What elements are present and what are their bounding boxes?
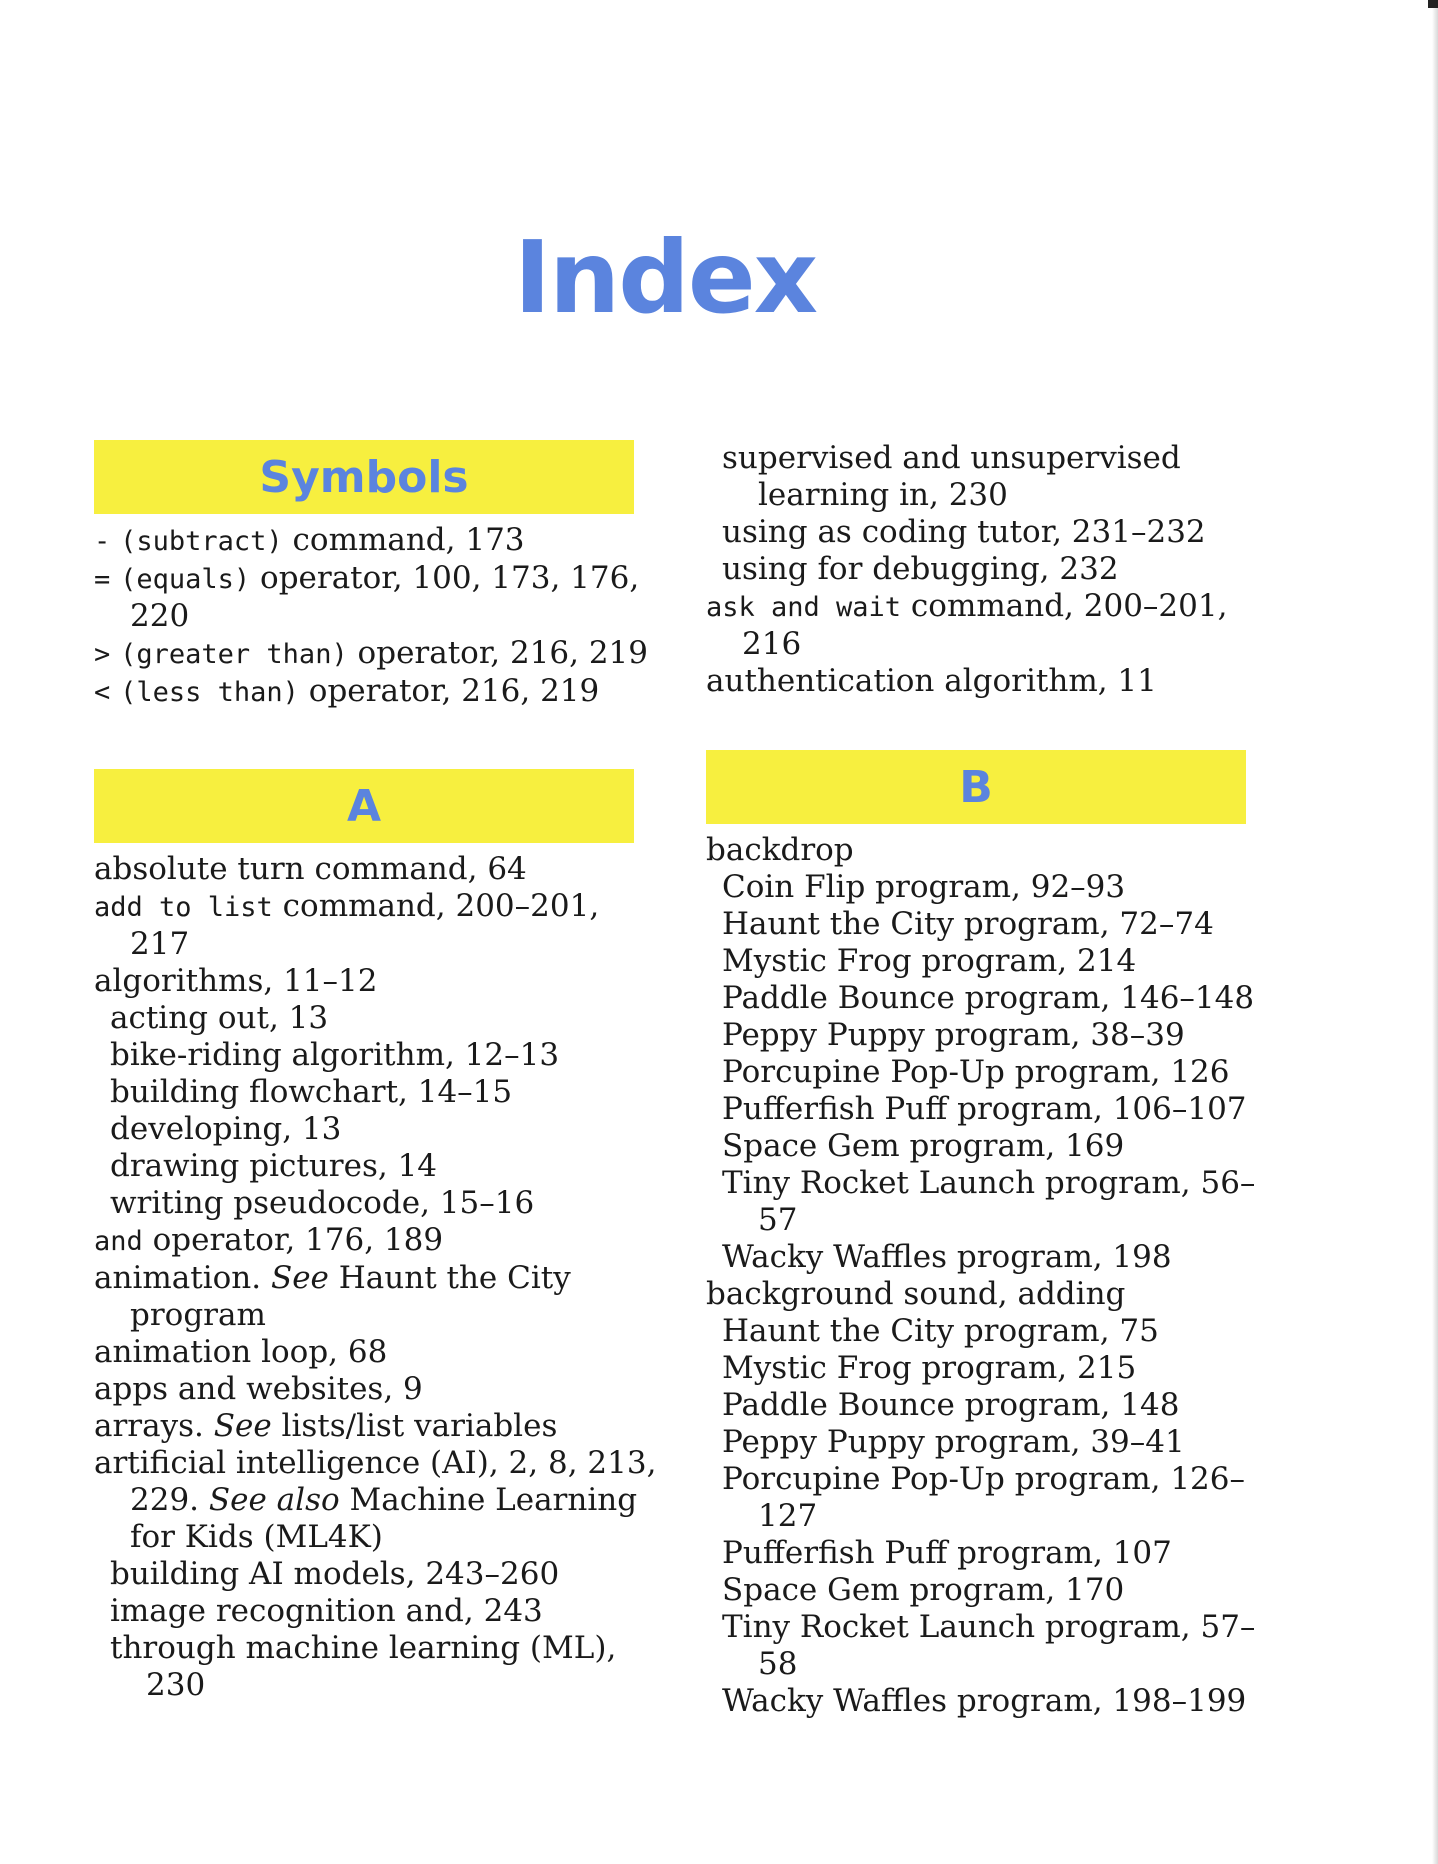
entry-code: add to list	[94, 892, 273, 923]
entry-text: artificial intelligence (AI), 2, 8, 213, 229.	[94, 1445, 657, 1518]
entry-text: command, 200–201, 217	[130, 888, 600, 962]
page-edge-mark	[1428, 0, 1438, 8]
entry-code: <	[94, 677, 111, 708]
index-entry	[706, 514, 1276, 551]
entry-see-target: Haunt the City program	[130, 1260, 571, 1333]
entry-text: Coin Flip program, 92–93	[722, 869, 1126, 905]
index-entry	[706, 1165, 1276, 1239]
entry-text: Haunt the City program, 75	[722, 1313, 1159, 1349]
index-entry	[706, 1424, 1276, 1461]
entry-text: building flowchart, 14–15	[110, 1074, 513, 1110]
index-entry	[94, 1371, 664, 1408]
entry-text: acting out, 13	[110, 1000, 329, 1036]
entry-text: animation.	[94, 1260, 271, 1296]
index-entry	[94, 673, 664, 711]
index-entry	[706, 1091, 1276, 1128]
index-entry	[94, 1556, 664, 1593]
index-entry	[706, 440, 1276, 514]
index-entry	[94, 1000, 664, 1037]
entry-text: Space Gem program, 169	[722, 1128, 1125, 1164]
index-entry	[706, 1128, 1276, 1165]
index-entry	[94, 851, 664, 888]
entry-text: Wacky Waffles program, 198	[722, 1239, 1172, 1275]
entry-text: command, 200–201, 216	[742, 588, 1228, 662]
entry-code: ask and wait	[706, 592, 902, 623]
entry-text: Wacky Waffles program, 198–199	[722, 1683, 1247, 1719]
entry-code-label: (greater than)	[120, 639, 348, 670]
entry-text: supervised and unsupervised learning in, 230	[722, 440, 1181, 513]
entry-text: Tiny Rocket Launch program, 56–57	[722, 1165, 1256, 1238]
entry-text: arrays.	[94, 1408, 214, 1444]
index-entry	[94, 1148, 664, 1185]
entry-text: apps and websites, 9	[94, 1371, 423, 1407]
index-entry	[94, 1334, 664, 1371]
index-entry	[706, 980, 1276, 1017]
index-entry	[706, 1572, 1276, 1609]
continued-entries	[706, 440, 1276, 700]
entry-code: and	[94, 1226, 143, 1257]
entry-text: command, 173	[282, 522, 525, 558]
section-header-symbols: Symbols	[94, 440, 634, 514]
index-entry	[706, 1054, 1276, 1091]
entry-code: =	[94, 564, 111, 595]
index-entry	[706, 1387, 1276, 1424]
index-entry	[94, 1074, 664, 1111]
index-entry	[94, 522, 664, 560]
entry-code-label: (equals)	[120, 564, 251, 595]
entry-text: Peppy Puppy program, 38–39	[722, 1017, 1185, 1053]
index-entry	[94, 1037, 664, 1074]
entry-text: Mystic Frog program, 214	[722, 943, 1137, 979]
entry-code-label: (less than)	[120, 677, 299, 708]
index-entry	[94, 1111, 664, 1148]
index-entry	[94, 963, 664, 1000]
entry-text: developing, 13	[110, 1111, 342, 1147]
index-entry	[706, 663, 1276, 700]
entry-text: using for debugging, 232	[722, 551, 1119, 587]
entry-see-reference: See also	[208, 1482, 340, 1518]
index-entry	[706, 1313, 1276, 1350]
entry-text: Porcupine Pop-Up program, 126–127	[722, 1461, 1245, 1534]
b-entries	[706, 832, 1276, 1720]
entry-text: backdrop	[706, 832, 854, 868]
index-entry	[706, 588, 1276, 663]
entry-see-target: lists/list variables	[271, 1408, 558, 1444]
index-entry	[706, 1683, 1276, 1720]
index-entry	[706, 1276, 1276, 1313]
entry-text: algorithms, 11–12	[94, 963, 378, 999]
a-entries	[94, 851, 664, 1704]
entry-text: Pufferfish Puff program, 107	[722, 1535, 1172, 1571]
entry-text: Paddle Bounce program, 148	[722, 1387, 1180, 1423]
entry-text: image recognition and, 243	[110, 1593, 543, 1629]
entry-text: Porcupine Pop-Up program, 126	[722, 1054, 1230, 1090]
entry-text: writing pseudocode, 15–16	[110, 1185, 535, 1221]
index-entry	[94, 560, 664, 635]
index-entry	[706, 1017, 1276, 1054]
page-edge-shadow	[1432, 0, 1438, 1864]
entry-text: operator, 100, 173, 176, 220	[130, 560, 640, 634]
index-entry	[94, 1445, 664, 1556]
entry-code: >	[94, 639, 111, 670]
entry-text: operator, 216, 219	[347, 635, 649, 671]
index-entry	[706, 832, 1276, 869]
index-entry	[94, 1260, 664, 1334]
entry-text: authentication algorithm, 11	[706, 663, 1157, 699]
entry-text: absolute turn command, 64	[94, 851, 527, 887]
entry-text: Peppy Puppy program, 39–41	[722, 1424, 1185, 1460]
entry-see-target: Machine Learning for Kids (ML4K)	[130, 1482, 638, 1555]
entry-text: animation loop, 68	[94, 1334, 388, 1370]
section-header-b: B	[706, 750, 1246, 824]
symbols-entries	[94, 522, 664, 711]
entry-text: using as coding tutor, 231–232	[722, 514, 1206, 550]
entry-text: Pufferfish Puff program, 106–107	[722, 1091, 1247, 1127]
entry-text: drawing pictures, 14	[110, 1148, 438, 1184]
index-entry	[706, 1461, 1276, 1535]
index-entry	[706, 1239, 1276, 1276]
entry-code: -	[94, 526, 111, 557]
entry-text: Haunt the City program, 72–74	[722, 906, 1214, 942]
index-entry	[706, 1350, 1276, 1387]
entry-text: operator, 216, 219	[298, 673, 600, 709]
index-entry	[94, 1222, 664, 1260]
entry-text: building AI models, 243–260	[110, 1556, 560, 1592]
entry-code-label: (subtract)	[120, 526, 283, 557]
index-entry	[706, 1535, 1276, 1572]
entry-text: Tiny Rocket Launch program, 57–58	[722, 1609, 1256, 1682]
entry-see-reference: See	[270, 1260, 329, 1296]
entry-text: Mystic Frog program, 215	[722, 1350, 1137, 1386]
entry-text: background sound, adding	[706, 1276, 1126, 1312]
entry-text: bike-riding algorithm, 12–13	[110, 1037, 560, 1073]
index-entry	[706, 869, 1276, 906]
section-header-a: A	[94, 769, 634, 843]
entry-text: Space Gem program, 170	[722, 1572, 1125, 1608]
entry-text: operator, 176, 189	[142, 1222, 444, 1258]
entry-text: Paddle Bounce program, 146–148	[722, 980, 1255, 1016]
index-entry	[94, 635, 664, 673]
right-column	[706, 440, 1276, 1720]
index-entry	[94, 1408, 664, 1445]
left-column	[94, 440, 664, 1704]
index-entry	[706, 551, 1276, 588]
index-entry	[94, 1593, 664, 1630]
index-entry	[706, 906, 1276, 943]
index-entry	[706, 943, 1276, 980]
page-title: Index	[513, 219, 817, 336]
index-entry	[706, 1609, 1276, 1683]
index-entry	[94, 1185, 664, 1222]
entry-see-reference: See	[213, 1408, 272, 1444]
index-entry	[94, 1630, 664, 1704]
entry-text: through machine learning (ML), 230	[110, 1630, 617, 1703]
index-entry	[94, 888, 664, 963]
